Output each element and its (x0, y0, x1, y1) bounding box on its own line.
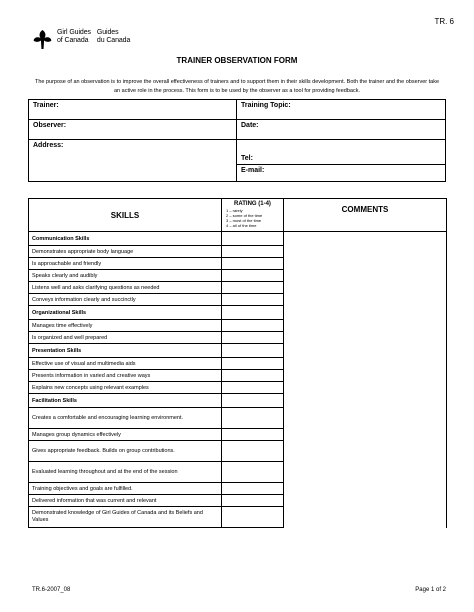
rating-input-cell[interactable] (222, 507, 284, 528)
comments-input-cell[interactable] (284, 483, 447, 495)
rating-input-cell[interactable] (222, 258, 284, 270)
logo-text: Girl Guides (57, 29, 91, 36)
comments-input-cell[interactable] (284, 462, 447, 483)
rating-cell (222, 394, 284, 408)
skills-table (28, 198, 447, 528)
rating-input-cell[interactable] (222, 382, 284, 394)
comments-input-cell[interactable] (284, 408, 447, 429)
skill-label: Delivered information that was current and relevant (29, 495, 222, 507)
skill-label: Speaks clearly and audibly (29, 270, 222, 282)
skill-row (29, 408, 447, 429)
skill-label: Presents information in varied and creative ways (29, 370, 222, 382)
comments-input-cell[interactable] (284, 320, 447, 332)
comments-cell (284, 306, 447, 320)
skills-body (29, 232, 447, 528)
skill-label: Explains new concepts using relevant examples (29, 382, 222, 394)
skill-label: Demonstrates appropriate body language (29, 246, 222, 258)
rating-input-cell[interactable] (222, 429, 284, 441)
comments-input-cell[interactable] (284, 382, 447, 394)
comments-input-cell[interactable] (284, 495, 447, 507)
rating-input-cell[interactable] (222, 483, 284, 495)
logo-text: du Canada (96, 37, 131, 44)
skill-row (29, 332, 447, 344)
skill-label: Listens well and asks clarifying questions as needed (29, 282, 222, 294)
rating-input-cell[interactable] (222, 320, 284, 332)
comments-input-cell[interactable] (284, 258, 447, 270)
rating-cell (222, 232, 284, 246)
category-label: Organizational Skills (29, 306, 222, 320)
comments-input-cell[interactable] (284, 282, 447, 294)
skill-label: Effective use of visual and multimedia aids (29, 358, 222, 370)
skill-row (29, 441, 447, 462)
address-field[interactable]: Address: (29, 140, 237, 165)
skill-label: Gives appropriate feedback. Builds on group contributions. (29, 441, 222, 462)
rating-input-cell[interactable] (222, 246, 284, 258)
rating-input-cell[interactable] (222, 332, 284, 344)
comments-cell (284, 344, 447, 358)
rating-input-cell[interactable] (222, 370, 284, 382)
date-field[interactable]: Date: (237, 120, 446, 140)
skill-row (29, 462, 447, 483)
comments-input-cell[interactable] (284, 358, 447, 370)
skill-row (29, 270, 447, 282)
skill-label: Manages group dynamics effectively (29, 429, 222, 441)
email-field[interactable]: E-mail: (237, 165, 446, 182)
category-label: Communication Skills (29, 232, 222, 246)
logo (32, 29, 130, 50)
comments-input-cell[interactable] (284, 246, 447, 258)
skill-row (29, 320, 447, 332)
rating-input-cell[interactable] (222, 282, 284, 294)
skill-row (29, 282, 447, 294)
logo-text: of Canada (57, 37, 89, 44)
rating-header (222, 199, 284, 232)
rating-cell (222, 344, 284, 358)
category-row (29, 232, 447, 246)
skill-label: Manages time effectively (29, 320, 222, 332)
category-label: Facilitation Skills (29, 394, 222, 408)
skill-row (29, 294, 447, 306)
intro-text: The purpose of an observation is to improve the overall effectiveness of trainers and to support them in their skills development. Both the trainer and the observer take an active role in the process. This form is to be used by the observer as a tool for providing feedback. (34, 79, 440, 94)
comments-input-cell[interactable] (284, 370, 447, 382)
rating-input-cell[interactable] (222, 270, 284, 282)
training-topic-field[interactable]: Training Topic: (237, 100, 446, 120)
comments-cell (284, 232, 447, 246)
skill-label: Conveys information clearly and succinctly (29, 294, 222, 306)
comments-input-cell[interactable] (284, 270, 447, 282)
rating-input-cell[interactable] (222, 495, 284, 507)
rating-input-cell[interactable] (222, 441, 284, 462)
comments-cell (284, 394, 447, 408)
rating-legend-item: 4 – all of the time (226, 223, 257, 228)
rating-legend-item: 3 – most of the time (226, 218, 262, 223)
observer-field[interactable]: Observer: (29, 120, 237, 140)
form-title: TRAINER OBSERVATION FORM (176, 56, 298, 65)
logo-name-en (57, 29, 91, 45)
skill-row (29, 358, 447, 370)
category-label: Presentation Skills (29, 344, 222, 358)
comments-input-cell[interactable] (284, 441, 447, 462)
comments-input-cell[interactable] (284, 294, 447, 306)
skill-row (29, 483, 447, 495)
skill-row (29, 495, 447, 507)
skill-label: Evaluated learning throughout and at the end of the session (29, 462, 222, 483)
category-row (29, 394, 447, 408)
rating-legend-item: 1 – rarely (226, 208, 243, 213)
logo-name-fr (97, 29, 130, 45)
skill-label: Creates a comfortable and encouraging learning environment. (29, 408, 222, 429)
skill-row (29, 258, 447, 270)
skill-row (29, 429, 447, 441)
skills-header: SKILLS (29, 199, 222, 232)
trainer-field[interactable]: Trainer: (29, 100, 237, 120)
rating-legend-item: 2 – some of the time (226, 213, 263, 218)
address-field-continued[interactable] (29, 165, 237, 182)
logo-text: Guides (96, 29, 119, 36)
rating-input-cell[interactable] (222, 294, 284, 306)
rating-cell (222, 306, 284, 320)
skill-label: Is approachable and friendly (29, 258, 222, 270)
skill-label: Demonstrated knowledge of Girl Guides of Canada and its Beliefs and Values (29, 507, 222, 528)
form-code: TR. 6 (434, 17, 454, 26)
comments-input-cell[interactable] (284, 507, 447, 528)
rating-input-cell[interactable] (222, 358, 284, 370)
rating-input-cell[interactable] (222, 408, 284, 429)
skill-label: Is organized and well prepared (29, 332, 222, 344)
footer-page-number: Page 1 of 2 (415, 587, 446, 593)
category-row (29, 344, 447, 358)
footer-form-code: TR.6-2007_08 (32, 587, 71, 593)
rating-title: RATING (1-4) (234, 201, 271, 207)
comments-header: COMMENTS (284, 199, 447, 232)
skill-row (29, 507, 447, 528)
comments-input-cell[interactable] (284, 332, 447, 344)
skill-label: Training objectives and goals are fulfilled. (29, 483, 222, 495)
rating-input-cell[interactable] (222, 462, 284, 483)
skill-row (29, 370, 447, 382)
trefoil-logo-icon (32, 29, 53, 50)
comments-input-cell[interactable] (284, 429, 447, 441)
category-row (29, 306, 447, 320)
tel-field[interactable]: Tel: (237, 140, 446, 165)
info-table (28, 99, 446, 182)
skill-row (29, 382, 447, 394)
skill-row (29, 246, 447, 258)
